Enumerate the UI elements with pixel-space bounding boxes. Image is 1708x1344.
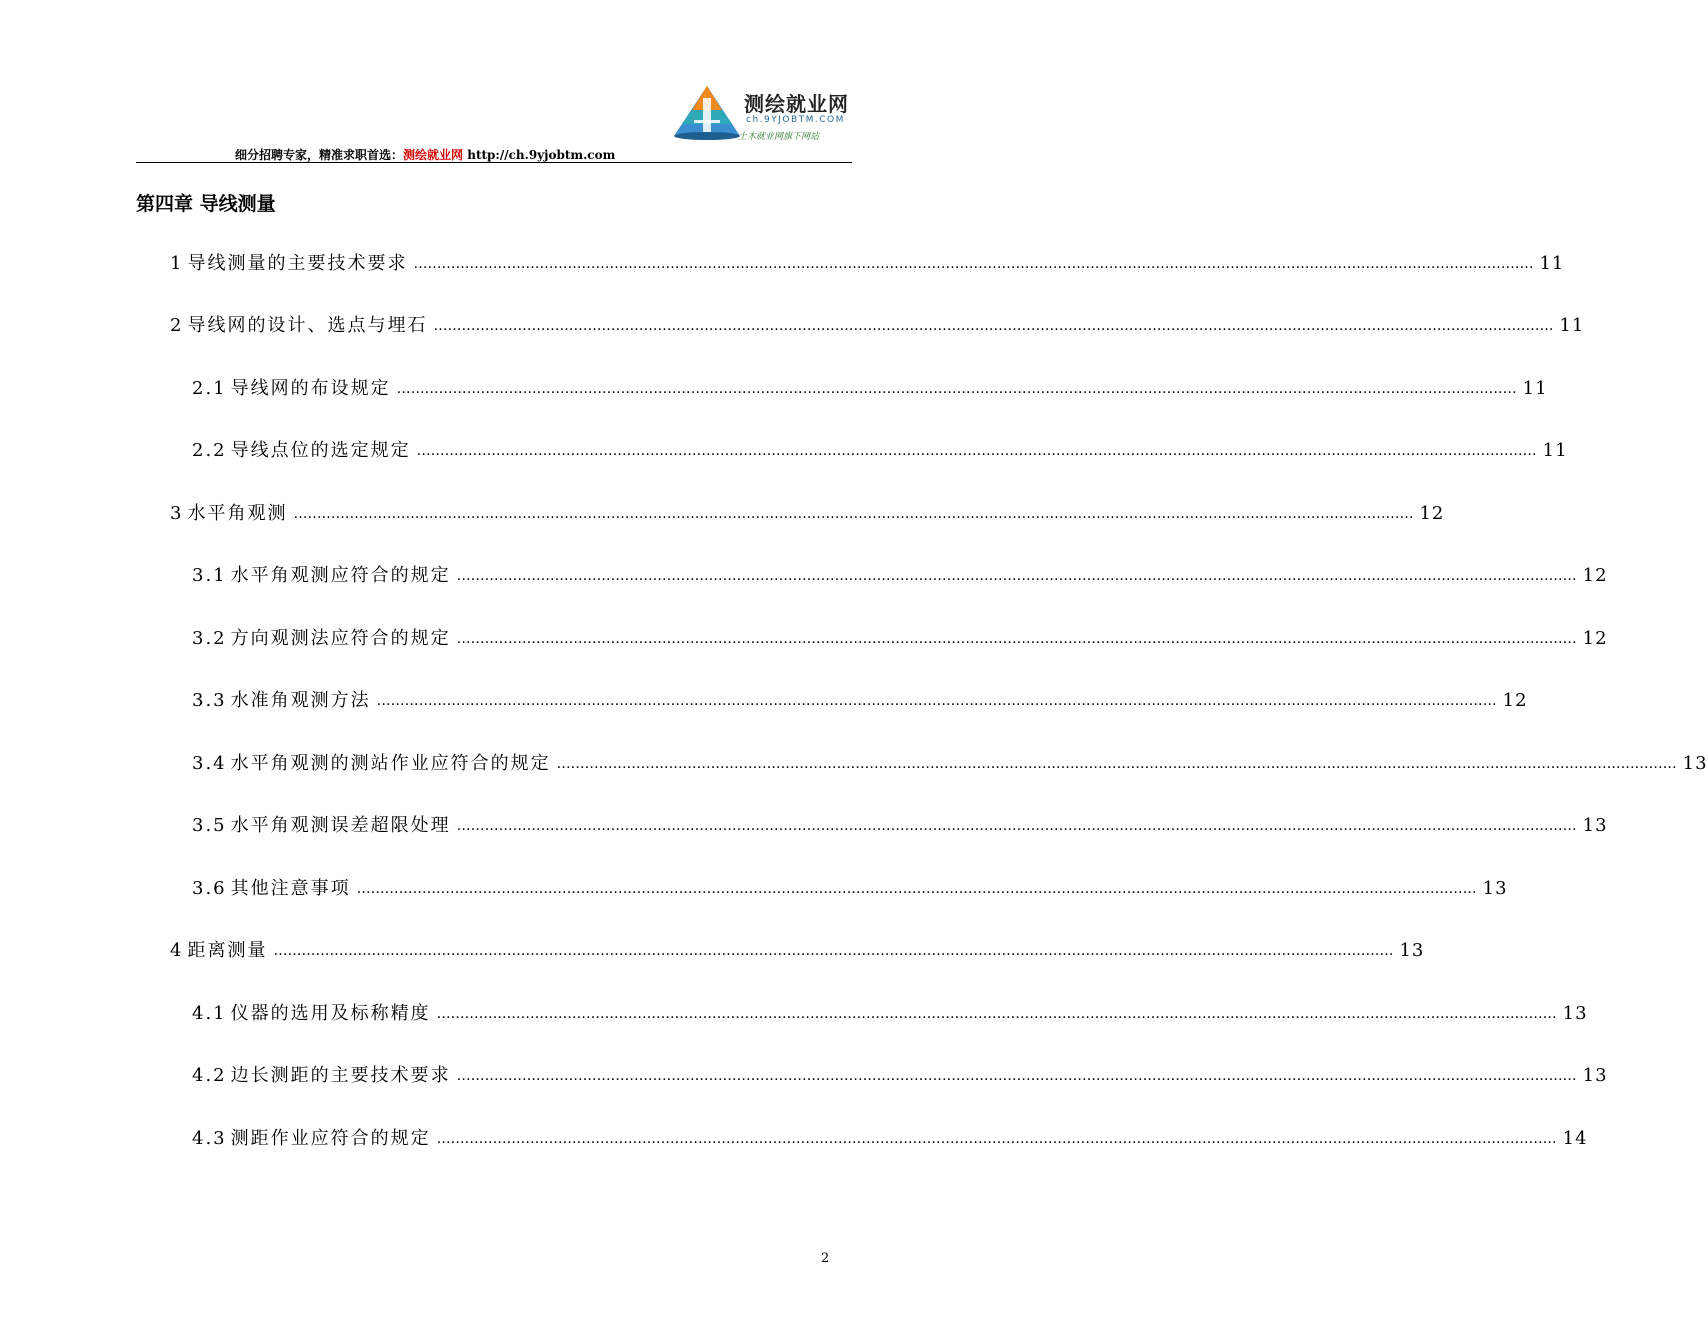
- page-number: 2: [821, 1251, 830, 1266]
- toc-entry[interactable]: [192, 1001, 1588, 1027]
- header-rule: [136, 162, 852, 163]
- toc-entry-number: 3.6: [192, 878, 227, 899]
- toc-entry-title: 导线测量的主要技术要求: [187, 253, 408, 274]
- toc-entry-number: 4.3: [192, 1128, 227, 1149]
- toc-entry-number: 2: [170, 315, 184, 336]
- toc-leader-dots: ……………………………………………………………………………………………………………………………………………………………………………………………………………………: [376, 693, 1497, 709]
- toc-leader-dots: ……………………………………………………………………………………………………………………………………………………………………………………………………………………: [396, 381, 1517, 397]
- toc-entry-page: 13: [1482, 878, 1508, 899]
- toc-entry[interactable]: [192, 876, 1508, 902]
- toc-entry-number: 3.2: [192, 628, 227, 649]
- toc-entry-title: 导线点位的选定规定: [230, 440, 411, 461]
- toc-entry-page: 11: [1539, 253, 1565, 274]
- toc-entry-number: 3.4: [192, 753, 227, 774]
- tagline-prefix: 细分招聘专家，精准求职首选：: [235, 148, 404, 162]
- logo-slogan: 土木就业网旗下网站: [738, 132, 820, 142]
- toc-entry-page: 14: [1562, 1128, 1588, 1149]
- toc-entry-page: 12: [1582, 565, 1608, 586]
- toc-entry[interactable]: [192, 626, 1608, 652]
- logo-domain: ch.9YJOBTM.COM: [746, 115, 845, 125]
- toc-entry-page: 11: [1542, 440, 1568, 461]
- toc-entry-title: 方向观测法应符合的规定: [230, 628, 451, 649]
- toc-entry-title: 水准角观测方法: [230, 690, 371, 711]
- toc-entry[interactable]: [192, 438, 1568, 464]
- toc-entry[interactable]: [192, 1063, 1608, 1089]
- toc-entry-number: 2.1: [192, 378, 227, 399]
- toc-entry-page: 13: [1682, 753, 1708, 774]
- toc-entry[interactable]: [192, 813, 1608, 839]
- toc-entry[interactable]: [192, 751, 1708, 777]
- toc-leader-dots: ……………………………………………………………………………………………………………………………………………………………………………………………………………………: [273, 943, 1394, 959]
- toc-leader-dots: ……………………………………………………………………………………………………………………………………………………………………………………………………………………: [556, 756, 1677, 772]
- toc-leader-dots: ……………………………………………………………………………………………………………………………………………………………………………………………………………………: [413, 256, 1534, 272]
- chapter-title: 第四章 导线测量: [136, 193, 276, 215]
- toc-entry-title: 导线网的设计、选点与埋石: [187, 315, 428, 336]
- toc-entry-page: 13: [1582, 815, 1608, 836]
- toc-leader-dots: ……………………………………………………………………………………………………………………………………………………………………………………………………………………: [416, 443, 1537, 459]
- toc-entry-number: 1: [170, 253, 184, 274]
- toc-entry[interactable]: [170, 938, 1425, 964]
- toc-entry-title: 水平角观测误差超限处理: [230, 815, 451, 836]
- tagline-url[interactable]: http://ch.9yjobtm.com: [467, 148, 616, 162]
- toc-entry[interactable]: [170, 501, 1445, 527]
- toc-entry-number: 4.1: [192, 1003, 227, 1024]
- toc-entry[interactable]: [170, 313, 1585, 339]
- pyramid-logo-icon: [672, 84, 742, 142]
- toc-entry-page: 13: [1582, 1065, 1608, 1086]
- tagline-site-link[interactable]: 测绘就业网: [403, 148, 464, 162]
- toc-entry-page: 12: [1502, 690, 1528, 711]
- toc-entry-number: 2.2: [192, 440, 227, 461]
- toc-entry[interactable]: [192, 563, 1608, 589]
- toc-entry-title: 边长测距的主要技术要求: [230, 1065, 451, 1086]
- toc-leader-dots: ……………………………………………………………………………………………………………………………………………………………………………………………………………………: [293, 506, 1414, 522]
- site-logo: [672, 84, 857, 144]
- toc-leader-dots: ……………………………………………………………………………………………………………………………………………………………………………………………………………………: [456, 568, 1577, 584]
- toc-leader-dots: ……………………………………………………………………………………………………………………………………………………………………………………………………………………: [456, 1068, 1577, 1084]
- toc-entry[interactable]: [192, 688, 1528, 714]
- toc-entry-page: 13: [1399, 940, 1425, 961]
- toc-entry-number: 4.2: [192, 1065, 227, 1086]
- toc-entry-title: 导线网的布设规定: [230, 378, 391, 399]
- toc-entry-page: 11: [1522, 378, 1548, 399]
- toc-entry-page: 13: [1562, 1003, 1588, 1024]
- toc-leader-dots: ……………………………………………………………………………………………………………………………………………………………………………………………………………………: [356, 881, 1477, 897]
- header-tagline: [235, 146, 615, 163]
- toc-leader-dots: ……………………………………………………………………………………………………………………………………………………………………………………………………………………: [436, 1131, 1557, 1147]
- toc-entry-number: 3.1: [192, 565, 227, 586]
- toc-entry-number: 3: [170, 503, 184, 524]
- toc-entry-title: 仪器的选用及标称精度: [230, 1003, 431, 1024]
- toc-entry-number: 3.3: [192, 690, 227, 711]
- toc-entry-title: 水平角观测: [187, 503, 288, 524]
- toc-leader-dots: ……………………………………………………………………………………………………………………………………………………………………………………………………………………: [436, 1006, 1557, 1022]
- toc-entry-title: 其他注意事项: [230, 878, 351, 899]
- toc-entry-page: 12: [1582, 628, 1608, 649]
- toc-entry-page: 11: [1559, 315, 1585, 336]
- toc-leader-dots: ……………………………………………………………………………………………………………………………………………………………………………………………………………………: [433, 318, 1554, 334]
- toc-entry-number: 3.5: [192, 815, 227, 836]
- toc-entry[interactable]: [170, 251, 1565, 277]
- toc-leader-dots: ……………………………………………………………………………………………………………………………………………………………………………………………………………………: [456, 631, 1577, 647]
- toc-entry-title: 水平角观测应符合的规定: [230, 565, 451, 586]
- toc-entry-number: 4: [170, 940, 184, 961]
- toc-leader-dots: ……………………………………………………………………………………………………………………………………………………………………………………………………………………: [456, 818, 1577, 834]
- toc-entry[interactable]: [192, 1126, 1588, 1152]
- toc-entry-title: 水平角观测的测站作业应符合的规定: [230, 753, 551, 774]
- toc-entry-title: 测距作业应符合的规定: [230, 1128, 431, 1149]
- toc-entry-title: 距离测量: [187, 940, 268, 961]
- toc-entry[interactable]: [192, 376, 1548, 402]
- logo-name: 测绘就业网: [744, 92, 849, 116]
- toc-entry-page: 12: [1419, 503, 1445, 524]
